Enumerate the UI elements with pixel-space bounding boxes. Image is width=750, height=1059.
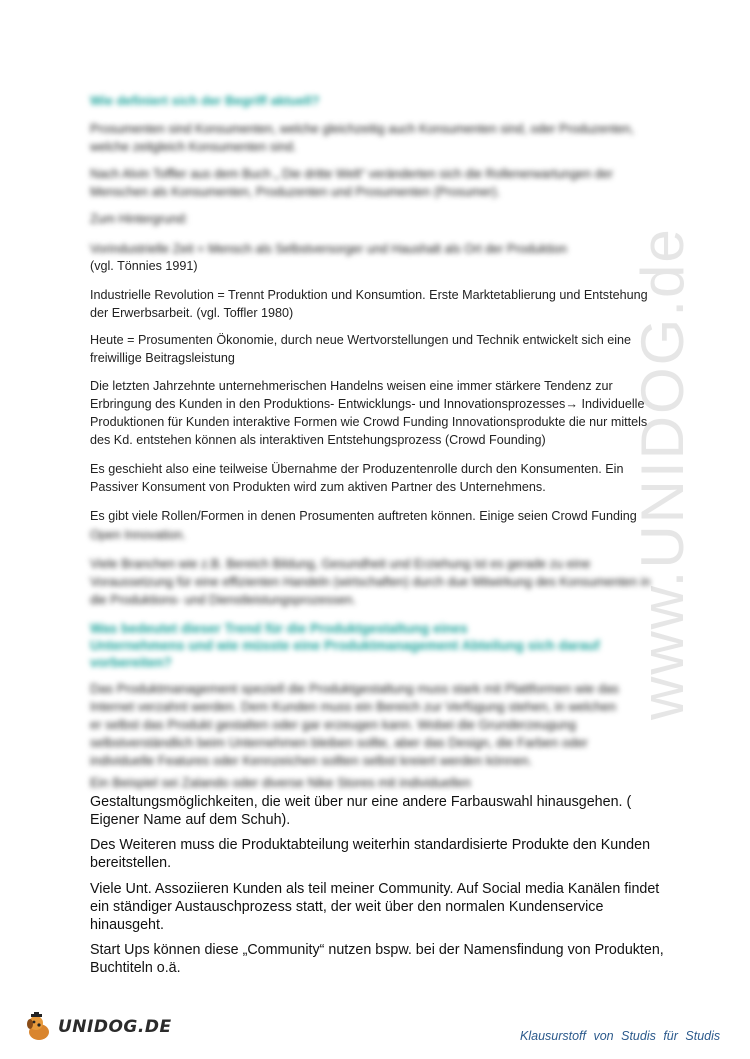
section-heading-2 (90, 620, 600, 671)
text-line: freiwillige Beitragsleistung (90, 351, 235, 365)
text-line: Viele Branchen wie z.B. Bereich Bildung, Gesundheit und Erziehung ist es gerade zu eine (90, 557, 591, 571)
watermark: www.UNIDOG.de (629, 227, 696, 720)
dog-mascot-icon (24, 1012, 54, 1042)
unidog-logo[interactable] (24, 1012, 172, 1042)
paragraph (90, 286, 662, 322)
text-line: Es geschieht also eine teilweise Übernahme der Produzentenrolle durch den Konsumenten. Ein (90, 462, 624, 476)
text-line: individuelle Features oder Kennzeichen sollten selbst kreiert werden können. (90, 753, 533, 768)
heading-line: Unternehmens und wie müsste eine Produktmanagement Abteilung sich darauf (90, 638, 600, 653)
footer-tagline: Klausurstoff von Studis für Studis (520, 1029, 721, 1043)
text-line: Die letzten Jahrzehnte unternehmerischen Handelns weisen eine immer stärkere Tendenz zur (90, 379, 613, 393)
text-line: Prosumenten sind Konsumenten, welche gleichzeitig auch Konsumenten sind, oder Produzenten, (90, 122, 634, 136)
paragraph (90, 240, 662, 258)
section-heading-1: Wie definiert sich der Begriff aktuell? (90, 93, 320, 108)
text-line: Zum Hintergrund: (90, 212, 188, 226)
paragraph (90, 526, 662, 544)
logo-text: UNIDOG.DE (58, 1017, 172, 1037)
text-line: Internet verzahnt werden. Dem Kunden muss ein Bereich zur Verfügung stehen, in welchen (90, 699, 617, 714)
heading-line: Was bedeutet dieser Trend für die Produktgestaltung eines (90, 621, 468, 636)
text-line: hinausgeht. (90, 917, 164, 933)
text-line: Heute = Prosumenten Ökonomie, durch neue Wertvorstellungen und Technik entwickelt sich eine (90, 333, 632, 347)
text-line: Start Ups können diese „Community“ nutzen bspw. bei der Namensfindung von Produkten, (90, 942, 664, 958)
paragraph (90, 165, 662, 201)
paragraph (90, 941, 662, 977)
paragraph (90, 460, 662, 496)
paragraph (90, 555, 662, 609)
text-line: welche zeitgleich Konsumenten sind. (90, 140, 297, 154)
paragraph (90, 377, 662, 449)
text-line: die Produktions- und Dienstleistungsprozessen. (90, 593, 357, 607)
text-line: Vorindustrielle Zeit = Mensch als Selbstversorger und Haushalt als Ort der Produktion (90, 242, 568, 256)
paragraph (90, 120, 662, 156)
paragraph (90, 774, 662, 792)
paragraph (90, 793, 662, 829)
text-line: er selbst das Produkt gestalten oder gar erzeugen kann. Wobei die Grunderzeugung (90, 717, 577, 732)
text-line: Open Innovation. (90, 528, 186, 542)
paragraph (90, 257, 662, 275)
text-line: Des Weiteren muss die Produktabteilung weiterhin standardisierte Produkte den Kunden (90, 837, 651, 853)
paragraph (90, 880, 662, 934)
text-line: der Erwerbsarbeit. (vgl. Toffler 1980) (90, 306, 294, 320)
text-line: Voraussetzung für eine effizienten Handeln (wirtschaften) durch due Mitwirkung des Konsumenten in (90, 575, 651, 589)
text-line: selbstverständlich beim Unternehmen bleiben sollte, aber das Design, die Farben oder (90, 735, 588, 750)
paragraph (90, 680, 662, 770)
text-line: ein ständiger Austauschprozess statt, der weit über den normalen Kundenservice (90, 899, 604, 915)
text-line: Eigener Name auf dem Schuh). (90, 812, 291, 828)
paragraph (90, 836, 662, 872)
text-line: bereitstellen. (90, 855, 172, 871)
text-line: Buchtiteln o.ä. (90, 960, 181, 976)
heading-line: vorbereiten? (90, 655, 172, 670)
paragraph (90, 331, 662, 367)
text-line: Viele Unt. Assoziieren Kunden als teil meiner Community. Auf Social media Kanälen findet (90, 881, 660, 897)
text-line: Industrielle Revolution = Trennt Produktion und Konsumtion. Erste Marktetablierung und Entstehung (90, 288, 648, 302)
text-line: Menschen als Konsumenten, Produzenten und Prosumenten (Prosumer). (90, 185, 501, 199)
text-line: Es gibt viele Rollen/Formen in denen Prosumenten auftreten können. Einige seien Crowd Funding (90, 509, 637, 523)
text-line: Gestaltungsmöglichkeiten, die weit über nur eine andere Farbauswahl hinausgehen. ( (90, 794, 632, 810)
text-line: Erbringung des Kunden in den Produktions- Entwicklungs- und Innovationsprozesses→ Individuelle (90, 397, 645, 411)
text-line: Produktionen für Kunden interaktive Formen wie Crowd Funding Innovationsprodukte die nur mittels (90, 415, 648, 429)
text-line: des Kd. entstehen können als interaktiven Entstehungsprozess (Crowd Founding) (90, 433, 546, 447)
text-line: Nach Alvin Toffler aus dem Buch „ Die dritte Welt“ veränderten sich die Rollenerwartungen der (90, 167, 613, 181)
paragraph (90, 210, 662, 228)
text-line: (vgl. Tönnies 1991) (90, 259, 198, 273)
text-line: Passiver Konsument von Produkten wird zum aktiven Partner des Unternehmens. (90, 480, 546, 494)
text-line: Ein Beispiel sei Zalando oder diverse Nike Stores mit individuellen (90, 775, 471, 790)
text-line: Das Produktmanagement speziell die Produktgestaltung muss stark mit Plattformen wie das (90, 681, 619, 696)
paragraph (90, 507, 662, 525)
